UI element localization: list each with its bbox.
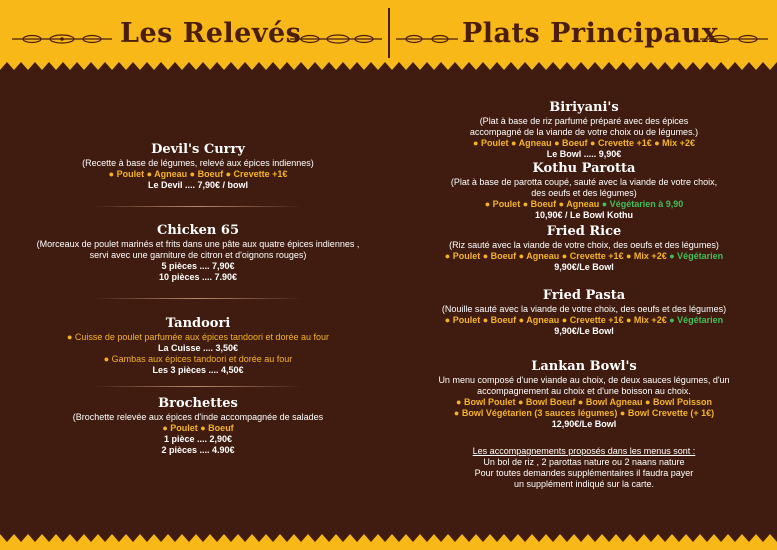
devils-curry-options: ● Poulet ● Agneau ● Boeuf ● Crevette +1€	[108, 169, 288, 179]
kothu-parotta-vegetarian: ● Végétarien à 9,90	[601, 199, 684, 209]
kothu-parotta-price: 10,90€ / Le Bowl Kothu	[534, 210, 634, 220]
right-ornament-icon	[396, 34, 458, 44]
lankan-bowls-title: Lankan Bowl's	[531, 359, 637, 374]
biriyani-description-line1: (Plat à base de riz parfumé préparé avec des épices	[479, 116, 689, 126]
fried-rice-options: ● Poulet ● Boeuf ● Agneau ● Crevette +1€ ● Mix +2€	[444, 251, 667, 261]
brochettes-price-1: 1 pièce .... 2,90€	[163, 434, 233, 444]
kothu-parotta-description-line1: (Plat à base de parotta coupé, sauté avec la viande de votre choix,	[450, 177, 718, 187]
header-divider	[388, 8, 390, 58]
brochettes-section	[12, 396, 384, 456]
lankan-bowls-description-line2: accompagnement au choix et d'une boisson au choix.	[477, 386, 691, 396]
separator	[93, 386, 303, 387]
left-title-ornament-icon	[290, 34, 382, 44]
chicken-65-section	[12, 223, 384, 283]
fried-rice-price: 9,90€/Le Bowl	[554, 262, 614, 272]
accompaniments-line1: Un bol de riz , 2 parottas nature ou 2 naans nature	[483, 457, 685, 467]
tandoori-title: Tandoori	[165, 316, 231, 331]
fried-pasta-section	[394, 288, 774, 337]
biriyani-price: Le Bowl ..... 9,90€	[546, 149, 622, 159]
biriyani-options: ● Poulet ● Agneau ● Boeuf ● Crevette +1€ ● Mix +2€	[473, 138, 695, 148]
right-section-title: Plats Principaux	[462, 18, 719, 49]
kothu-parotta-options: ● Poulet ● Boeuf ● Agneau	[484, 199, 600, 209]
fried-pasta-vegetarian: ● Végétarien	[669, 315, 724, 325]
kothu-parotta-section	[394, 161, 774, 221]
tandoori-item-gambas: ● Gambas aux épices tandoori et dorée au four	[103, 354, 293, 364]
accompaniments-heading: Les accompagnements proposés dans les menus sont :	[472, 446, 696, 456]
fried-rice-vegetarian: ● Végétarien	[669, 251, 724, 261]
fried-rice-section	[394, 224, 774, 273]
chicken-65-description-line1: (Morceaux de poulet marinés et frits dans une pâte aux quatre épices indiennes ,	[36, 239, 360, 249]
left-section-title: Les Relevés	[120, 18, 302, 49]
biriyani-title: Biriyani's	[549, 100, 619, 115]
accompaniments-notes	[394, 446, 774, 490]
chicken-65-price-10: 10 pièces .... 7.90€	[158, 272, 238, 282]
biriyani-section	[394, 100, 774, 160]
fried-pasta-price: 9,90€/Le Bowl	[554, 326, 614, 336]
separator	[93, 298, 303, 299]
top-zigzag-border	[0, 62, 777, 70]
kothu-parotta-description-line2: des oeufs et des légumes)	[531, 188, 637, 198]
chicken-65-price-5: 5 pièces .... 7,90€	[161, 261, 235, 271]
fried-pasta-description: (Nouille sauté avec la viande de votre choix, des oeufs et des légumes)	[441, 304, 727, 314]
fried-pasta-options: ● Poulet ● Boeuf ● Agneau ● Crevette +1€ ● Mix +2€	[444, 315, 667, 325]
devils-curry-description: (Recette à base de légumes, relevé aux épices indiennes)	[82, 158, 314, 168]
kothu-parotta-title: Kothu Parotta	[532, 161, 636, 176]
biriyani-description-line2: accompagné de la viande de votre choix ou de légumes.)	[469, 127, 699, 137]
devils-curry-title: Devil's Curry	[151, 142, 245, 157]
separator	[93, 206, 303, 207]
tandoori-item-cuisse: ● Cuisse de poulet parfumée aux épices tandoori et dorée au four	[66, 332, 330, 342]
accompaniments-line3: un supplément indiqué sur la carte.	[513, 479, 655, 489]
left-ornament-icon	[12, 34, 112, 44]
devils-curry-section	[12, 142, 384, 191]
chicken-65-description-line2: servi avec une garniture de citron et d'oignons rouges)	[89, 250, 307, 260]
accompaniments-line2: Pour toutes demandes supplémentaires il faudra payer	[474, 468, 694, 478]
fried-pasta-title: Fried Pasta	[542, 288, 626, 303]
lankan-bowls-section	[394, 359, 774, 430]
brochettes-title: Brochettes	[158, 396, 238, 411]
lankan-bowls-description-line1: Un menu composé d'une viande au choix, de deux sauces légumes, d'un	[438, 375, 730, 385]
lankan-bowls-options-line2: ● Bowl Végétarien (3 sauces légumes) ● Bowl Crevette (+ 1€)	[453, 408, 715, 418]
lankan-bowls-options-line1: ● Bowl Poulet ● Bowl Boeuf ● Bowl Agneau ● Bowl Poisson	[456, 397, 712, 407]
lankan-bowls-price: 12,90€/Le Bowl	[551, 419, 617, 429]
fried-rice-description: (Riz sauté avec la viande de votre choix, des oeufs et des légumes)	[449, 240, 719, 250]
tandoori-section	[12, 316, 384, 376]
fried-rice-title: Fried Rice	[546, 224, 622, 239]
devils-curry-price: Le Devil .... 7,90€ / bowl	[147, 180, 249, 190]
brochettes-price-2: 2 pièces .... 4.90€	[161, 445, 235, 455]
bottom-zigzag-border	[0, 520, 777, 550]
chicken-65-title: Chicken 65	[157, 223, 239, 238]
right-title-ornament-icon	[700, 34, 768, 44]
tandoori-price-cuisse: La Cuisse .... 3,50€	[157, 343, 239, 353]
brochettes-description: (Brochette relevée aux épices d'inde accompagnée de salades	[72, 412, 324, 422]
brochettes-options: ● Poulet ● Boeuf	[162, 423, 234, 433]
tandoori-price-gambas: Les 3 pièces .... 4,50€	[152, 365, 244, 375]
